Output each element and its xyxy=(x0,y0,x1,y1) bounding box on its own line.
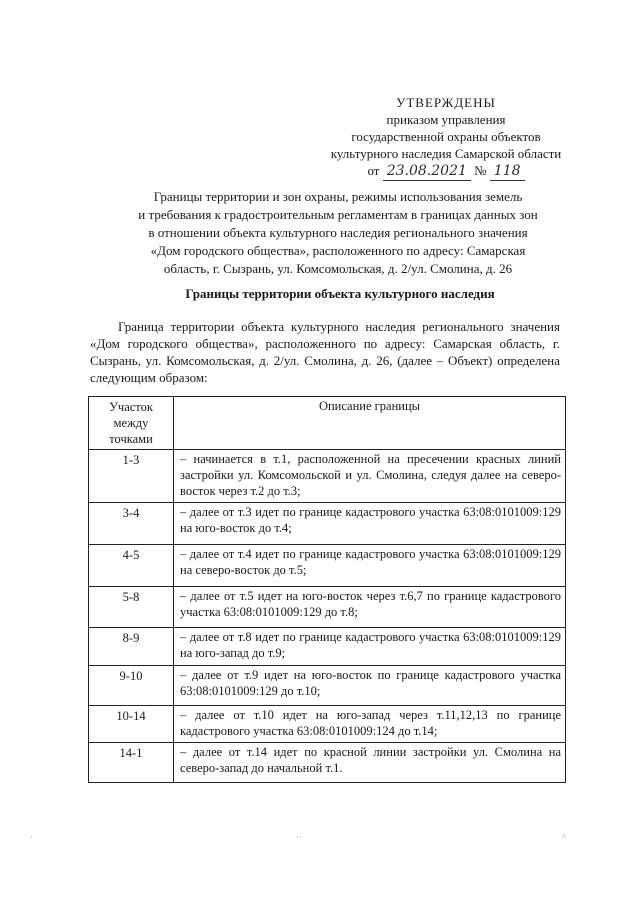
intro-paragraph: Граница территории объекта культурного наследия регионального значения «Дом городского общества», расположенного по адресу: Самарская область, г. Сызрань, ул. Комсомольская, д. 2/ул. Смолина, д. 26, (далее – Объект) определена следующим образом: xyxy=(90,319,560,385)
scan-mark: ^ xyxy=(562,832,567,842)
table-row xyxy=(89,666,566,706)
header-segment: Участок между точками xyxy=(89,397,174,450)
segment-cell: 1-3 xyxy=(89,450,174,503)
scan-mark: · xyxy=(30,832,33,842)
approval-date-line xyxy=(296,162,596,181)
table-row xyxy=(89,545,566,587)
heading-line-4: «Дом городского общества», расположенного по адресу: Самарская xyxy=(150,243,526,258)
approval-line-3: культурного наследия Самарской области xyxy=(330,146,562,161)
segment-cell: 5-8 xyxy=(89,587,174,628)
description-cell: – далее от т.4 идет по границе кадастрового участка 63:08:0101009:129 на северо-восток до т.5; xyxy=(174,545,566,587)
table-row xyxy=(89,450,566,503)
heading-line-2: и требования к градостроительным регламентам в границах данных зон xyxy=(138,207,538,222)
heading-line-3: в отношении объекта культурного наследия регионального значения xyxy=(148,225,528,240)
approval-line-1: приказом управления xyxy=(386,112,506,127)
table-row xyxy=(89,587,566,628)
boundary-table xyxy=(88,396,566,783)
segment-cell: 14-1 xyxy=(89,743,174,783)
description-cell: – далее от т.9 идет на юго-восток по границе кадастрового участка 63:08:0101009:129 до т.10; xyxy=(174,666,566,706)
header-description: Описание границы xyxy=(174,397,566,450)
number-label: № xyxy=(474,163,487,178)
description-cell: – далее от т.14 идет по красной линии застройки ул. Смолина на северо-запад до начальной т.1. xyxy=(174,743,566,783)
heading-line-1: Границы территории и зон охраны, режимы использования земель xyxy=(153,189,523,204)
segment-cell: 10-14 xyxy=(89,706,174,743)
approval-line-2: государственной охраны объектов xyxy=(351,129,541,144)
segment-cell: 8-9 xyxy=(89,628,174,666)
approval-title: УТВЕРЖДЕНЫ xyxy=(396,95,496,110)
description-cell: – далее от т.5 идет на юго-восток через т.6,7 по границе кадастрового участка 63:08:0101009:129 до т.8; xyxy=(174,587,566,628)
segment-cell: 3-4 xyxy=(89,503,174,545)
segment-cell: 4-5 xyxy=(89,545,174,587)
description-cell: – далее от т.10 идет на юго-запад через т.11,12,13 по границе кадастрового участка 63:08:0101009:124 до т.14; xyxy=(174,706,566,743)
approval-number: 118 xyxy=(490,163,525,181)
scan-mark: ·· xyxy=(296,832,302,842)
approval-block xyxy=(296,94,596,181)
description-cell: – далее от т.3 идет по границе кадастрового участка 63:08:0101009:129 на юго-восток до т.4; xyxy=(174,503,566,545)
table-row xyxy=(89,706,566,743)
table-row xyxy=(89,628,566,666)
description-cell: – начинается в т.1, расположенной на пресечении красных линий застройки ул. Комсомольской и ул. Смолина, следуя далее на северо-восток через т.2 до т.3; xyxy=(174,450,566,503)
approval-date: 23.08.2021 xyxy=(383,163,471,181)
description-cell: – далее от т.8 идет по границе кадастрового участка 63:08:0101009:129 на юго-запад до т.9; xyxy=(174,628,566,666)
from-label: от xyxy=(367,163,380,178)
section-title: Границы территории объекта культурного наследия xyxy=(185,286,495,301)
table-row xyxy=(89,743,566,783)
document-heading xyxy=(108,188,568,278)
heading-line-5: область, г. Сызрань, ул. Комсомольская, д. 2/ул. Смолина, д. 26 xyxy=(163,261,513,276)
segment-cell: 9-10 xyxy=(89,666,174,706)
table-row xyxy=(89,503,566,545)
